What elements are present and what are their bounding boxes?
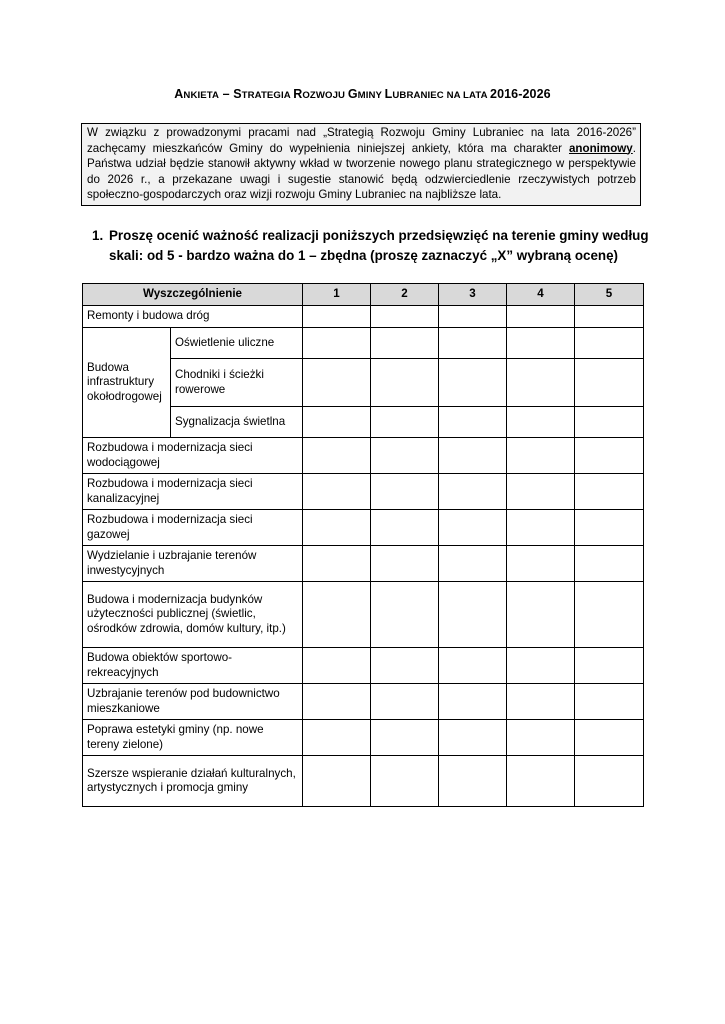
question-number: 1. xyxy=(92,228,104,243)
score-cell-5[interactable] xyxy=(575,306,644,328)
score-cell-3[interactable] xyxy=(439,306,507,328)
question-1 xyxy=(92,226,652,266)
score-cell-1[interactable] xyxy=(303,720,371,756)
score-cell-3[interactable] xyxy=(439,684,507,720)
score-cell-1[interactable] xyxy=(303,438,371,474)
score-cell-4[interactable] xyxy=(507,359,575,407)
intro-text: W związku z prowadzonymi pracami nad „Strategią Rozwoju Gminy Lubraniec na lata 2016-2026” zachęcamy mieszkańców Gminy do wypełnienia niniejszej ankiety, która ma charakter xyxy=(87,126,636,155)
score-cell-2[interactable] xyxy=(371,438,439,474)
score-cell-1[interactable] xyxy=(303,328,371,359)
score-cell-4[interactable] xyxy=(507,648,575,684)
row-label: Chodniki i ścieżki rowerowe xyxy=(171,359,303,407)
score-cell-1[interactable] xyxy=(303,359,371,407)
header-item: Wyszczególnienie xyxy=(83,284,303,306)
score-cell-1[interactable] xyxy=(303,510,371,546)
score-cell-2[interactable] xyxy=(371,407,439,438)
header-score-4: 4 xyxy=(507,284,575,306)
row-label: Poprawa estetyki gminy (np. nowe tereny zielone) xyxy=(83,720,303,756)
score-cell-2[interactable] xyxy=(371,546,439,582)
row-label: Rozbudowa i modernizacja sieci wodociągowej xyxy=(83,438,303,474)
table-row xyxy=(83,438,644,474)
score-cell-2[interactable] xyxy=(371,328,439,359)
score-cell-5[interactable] xyxy=(575,756,644,807)
score-cell-1[interactable] xyxy=(303,407,371,438)
score-cell-2[interactable] xyxy=(371,720,439,756)
table-row xyxy=(83,306,644,328)
score-cell-1[interactable] xyxy=(303,306,371,328)
score-cell-1[interactable] xyxy=(303,546,371,582)
score-cell-2[interactable] xyxy=(371,359,439,407)
row-label: Remonty i budowa dróg xyxy=(83,306,303,328)
score-cell-4[interactable] xyxy=(507,546,575,582)
table-row xyxy=(83,546,644,582)
row-label: Sygnalizacja świetlna xyxy=(171,407,303,438)
row-label: Budowa i modernizacja budynków użyteczności publicznej (świetlic, ośrodków zdrowia, domów kultury, itp.) xyxy=(83,582,303,648)
score-cell-2[interactable] xyxy=(371,756,439,807)
score-cell-3[interactable] xyxy=(439,546,507,582)
score-cell-1[interactable] xyxy=(303,684,371,720)
score-cell-5[interactable] xyxy=(575,407,644,438)
score-cell-4[interactable] xyxy=(507,510,575,546)
score-cell-5[interactable] xyxy=(575,720,644,756)
score-cell-1[interactable] xyxy=(303,582,371,648)
row-label: Budowa obiektów sportowo-rekreacyjnych xyxy=(83,648,303,684)
row-label: Szersze wspieranie działań kulturalnych, artystycznych i promocja gminy xyxy=(83,756,303,807)
score-cell-2[interactable] xyxy=(371,510,439,546)
score-cell-2[interactable] xyxy=(371,582,439,648)
header-score-3: 3 xyxy=(439,284,507,306)
survey-title: ANKIETA – STRATEGIA ROZWOJU GMINY LUBRANIEC NA LATA 2016-2026 xyxy=(174,87,551,101)
score-cell-3[interactable] xyxy=(439,720,507,756)
score-cell-3[interactable] xyxy=(439,359,507,407)
table-row xyxy=(83,720,644,756)
header-score-5: 5 xyxy=(575,284,644,306)
score-cell-3[interactable] xyxy=(439,582,507,648)
score-cell-4[interactable] xyxy=(507,684,575,720)
table-row xyxy=(83,756,644,807)
table-row xyxy=(83,328,644,359)
score-cell-5[interactable] xyxy=(575,648,644,684)
score-cell-5[interactable] xyxy=(575,438,644,474)
group-label: Budowa infrastruktury okołodrogowej xyxy=(83,328,171,438)
score-cell-5[interactable] xyxy=(575,474,644,510)
score-cell-3[interactable] xyxy=(439,474,507,510)
score-cell-3[interactable] xyxy=(439,438,507,474)
table-row xyxy=(83,684,644,720)
question-text: Proszę ocenić ważność realizacji poniższych przedsięwzięć na terenie gminy według skali: od 5 - bardzo ważna do 1 – zbędna (proszę zaznaczyć „X” wybraną ocenę) xyxy=(109,228,649,263)
score-cell-4[interactable] xyxy=(507,474,575,510)
header-score-2: 2 xyxy=(371,284,439,306)
score-cell-4[interactable] xyxy=(507,306,575,328)
score-cell-2[interactable] xyxy=(371,684,439,720)
table-row xyxy=(83,510,644,546)
score-cell-4[interactable] xyxy=(507,582,575,648)
row-label: Rozbudowa i modernizacja sieci gazowej xyxy=(83,510,303,546)
score-cell-1[interactable] xyxy=(303,648,371,684)
score-cell-3[interactable] xyxy=(439,756,507,807)
score-cell-5[interactable] xyxy=(575,359,644,407)
score-cell-2[interactable] xyxy=(371,306,439,328)
header-score-1: 1 xyxy=(303,284,371,306)
score-cell-3[interactable] xyxy=(439,407,507,438)
rating-table xyxy=(82,283,644,807)
table-row xyxy=(83,582,644,648)
table-row xyxy=(83,474,644,510)
row-label: Wydzielanie i uzbrajanie terenów inwestycyjnych xyxy=(83,546,303,582)
score-cell-5[interactable] xyxy=(575,582,644,648)
row-label: Uzbrajanie terenów pod budownictwo mieszkaniowe xyxy=(83,684,303,720)
score-cell-3[interactable] xyxy=(439,510,507,546)
score-cell-4[interactable] xyxy=(507,328,575,359)
score-cell-3[interactable] xyxy=(439,648,507,684)
score-cell-3[interactable] xyxy=(439,328,507,359)
score-cell-4[interactable] xyxy=(507,438,575,474)
score-cell-4[interactable] xyxy=(507,720,575,756)
score-cell-4[interactable] xyxy=(507,407,575,438)
score-cell-5[interactable] xyxy=(575,510,644,546)
score-cell-1[interactable] xyxy=(303,474,371,510)
score-cell-2[interactable] xyxy=(371,648,439,684)
table-row xyxy=(83,648,644,684)
row-label: Rozbudowa i modernizacja sieci kanalizacyjnej xyxy=(83,474,303,510)
score-cell-5[interactable] xyxy=(575,684,644,720)
score-cell-1[interactable] xyxy=(303,756,371,807)
score-cell-5[interactable] xyxy=(575,328,644,359)
table-header-row xyxy=(83,284,644,306)
row-label: Oświetlenie uliczne xyxy=(171,328,303,359)
score-cell-5[interactable] xyxy=(575,546,644,582)
intro-box xyxy=(81,123,641,206)
score-cell-2[interactable] xyxy=(371,474,439,510)
score-cell-4[interactable] xyxy=(507,756,575,807)
intro-text-end: . Państwa udział będzie stanowił aktywny wkład w tworzenie nowego planu strategicznego w perspektywie do 2026 r., a przekazane uwagi i sugestie stanowić będą odzwierciedlenie rzeczywistych potrzeb społeczno-gospodarczych oraz wizji rozwoju Gminy Lubraniec na najbliższe lata. xyxy=(87,141,636,201)
anonymous-label: anonimowy xyxy=(568,141,633,155)
